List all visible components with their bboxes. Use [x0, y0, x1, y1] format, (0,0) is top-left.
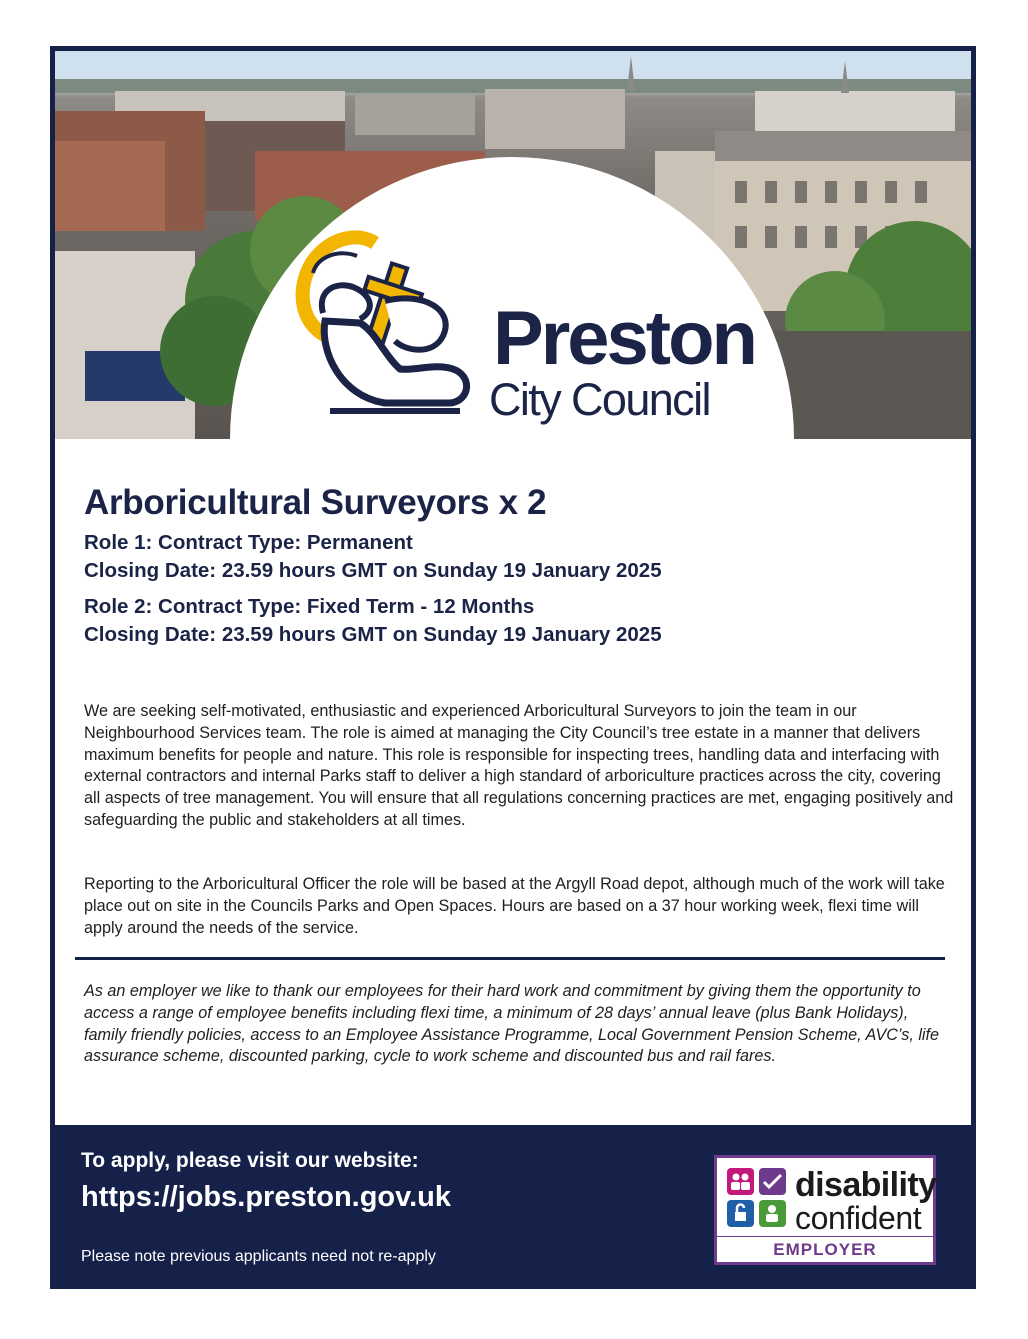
badge-word-disability: disability [795, 1166, 937, 1204]
section-divider [75, 957, 945, 960]
job-header [84, 483, 944, 649]
padlock-icon [727, 1200, 754, 1227]
job-description: We are seeking self-motivated, enthusiastic and experienced Arboricultural Surveyors to join the team in our Neighbourhood Services team. The role is aimed at managing the City Council’s tree estate in a manner that delivers maximum benefits for people and nature. This role is responsible for inspecting trees, handling data and interfacing with external contractors and internal Parks staff to deliver a high standard of arboriculture practices across the city, covering all aspects of tree management. You will ensure that all regulations concerning practices are met, engaging positively and safeguarding the public and stakeholders at all times. [84, 702, 954, 829]
poster-frame [50, 46, 976, 1289]
apply-website-link[interactable]: https://jobs.preston.gov.uk [81, 1181, 452, 1213]
benefits-paragraph: As an employer we like to thank our employees for their hard work and commitment by giving them the opportunity to access a range of employee benefits including flexi time, a minimum of 28 days’ annual leave (plus Bank Holidays), family friendly policies, access to an Employee Assistance Programme, Local Government Pension Scheme, AVC’s, life assurance scheme, discounted parking, cycle to work scheme and discounted bus and rail fares. [84, 982, 940, 1066]
apply-label: To apply, please visit our website: [81, 1149, 419, 1172]
role-1-closing-date: Closing Date: 23.59 hours GMT on Sunday 19 January 2025 [84, 559, 662, 582]
role-2-closing-date: Closing Date: 23.59 hours GMT on Sunday 19 January 2025 [84, 623, 662, 646]
disability-confident-badge [714, 1155, 936, 1265]
council-logo [55, 51, 971, 439]
apply-footer [50, 1125, 976, 1289]
checkmark-icon [759, 1168, 786, 1195]
people-icon [727, 1168, 754, 1195]
job-title: Arboricultural Surveyors x 2 [84, 483, 547, 522]
logo-name-line2: City Council [489, 374, 710, 425]
reapply-note: Please note previous applicants need not re-apply [81, 1248, 436, 1265]
reporting-paragraph: Reporting to the Arboricultural Officer the role will be based at the Argyll Road depot, although much of the work will take place out on site in the Councils Parks and Open Spaces. Hours are based on a 37 hour working week, flexi time will apply around the needs of the service. [84, 875, 945, 937]
city-skyline-photo [55, 51, 971, 439]
role-2-contract: Role 2: Contract Type: Fixed Term - 12 Months [84, 595, 535, 618]
role-1-contract: Role 1: Contract Type: Permanent [84, 531, 413, 554]
role-2 [84, 593, 944, 649]
badge-word-confident: confident [795, 1200, 922, 1236]
badge-divider [717, 1236, 933, 1237]
logo-name-line1: Preston [493, 296, 755, 381]
person-icon [759, 1200, 786, 1227]
badge-employer-label: EMPLOYER [773, 1240, 877, 1259]
role-1 [84, 529, 944, 585]
